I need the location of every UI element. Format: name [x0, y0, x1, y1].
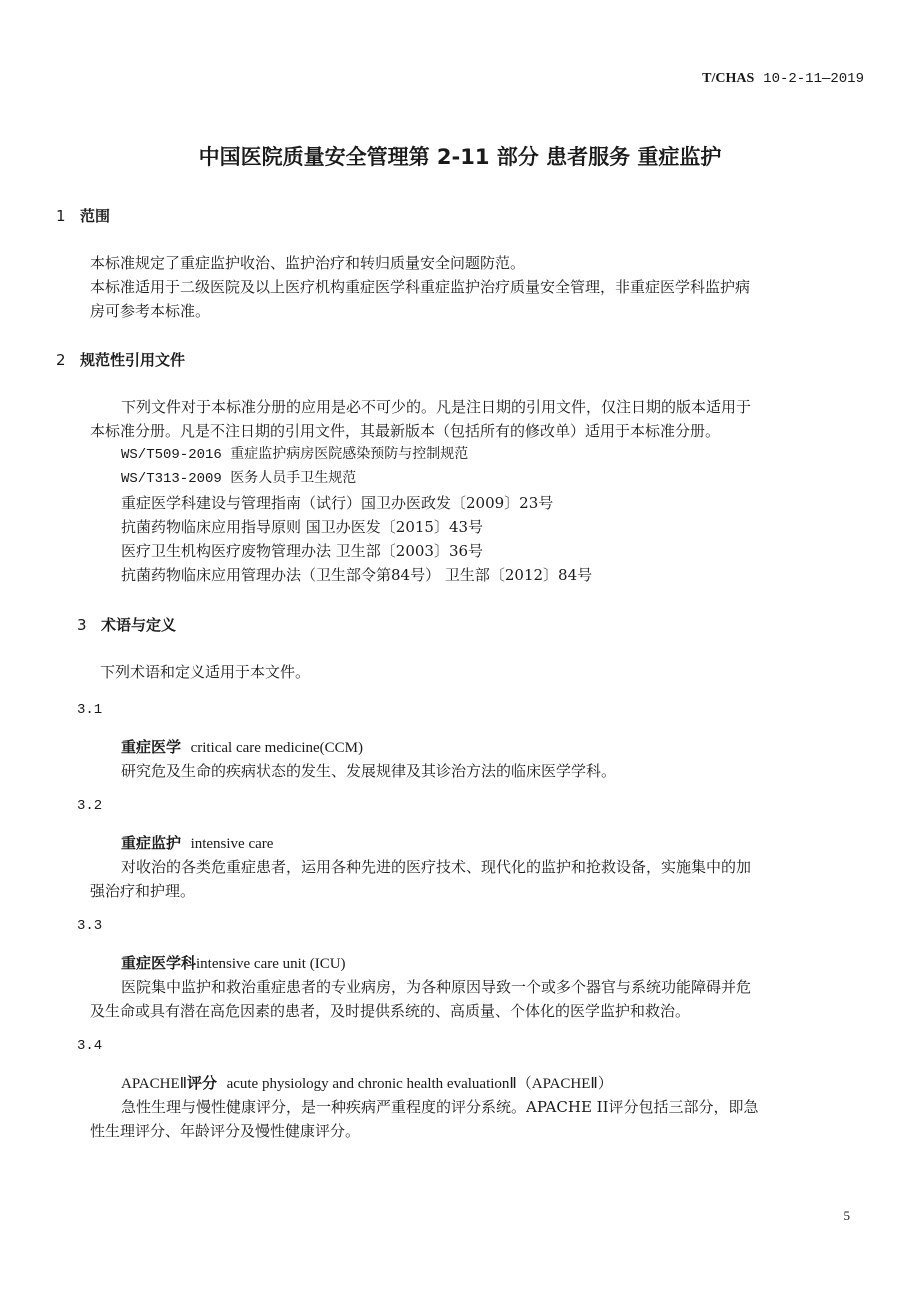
standard-prefix: T/CHAS — [702, 71, 755, 86]
clause-number: 3.4 — [77, 1038, 103, 1054]
document-title: 中国医院质量安全管理第 2-11 部分 患者服务 重症监护 — [198, 145, 722, 169]
term-cn: 重症医学科 — [121, 954, 197, 972]
clause-number: 3.1 — [77, 702, 103, 718]
reference-item: 医疗卫生机构医疗废物管理办法 卫生部〔2003〕36号 — [121, 542, 484, 560]
term-definition: 及生命或具有潜在高危因素的患者，及时提供系统的、高质量、个体化的医学监护和救治。 — [90, 1002, 691, 1020]
standard-number — [702, 70, 864, 87]
term-entry — [121, 952, 346, 975]
term-definition: 对收治的各类危重症患者，运用各种先进的医疗技术、现代化的监护和抢救设备，实施集中的加 — [121, 858, 752, 876]
section-title: 范围 — [80, 207, 111, 225]
section-number: 1 — [56, 207, 66, 225]
term-definition: 医院集中监护和救治重症患者的专业病房，为各种原因导致一个或多个器官与系统功能障碍并危 — [121, 978, 752, 996]
term-en: intensive care unit (ICU) — [196, 956, 346, 972]
standard-code: 10-2-11—2019 — [763, 71, 864, 87]
section-number: 2 — [56, 351, 66, 369]
page-number: 5 — [843, 1208, 850, 1223]
term-definition: 急性生理与慢性健康评分，是一种疾病严重程度的评分系统。APACHE II评分包括三部分，即急 — [121, 1098, 759, 1116]
term-en: intensive care — [190, 836, 274, 852]
term-entry — [121, 832, 273, 855]
clause-number: 3.2 — [77, 798, 103, 814]
paragraph: 下列文件对于本标准分册的应用是必不可少的。凡是注日期的引用文件，仅注日期的版本适用于 — [121, 398, 752, 416]
term-cn: 评分 — [187, 1074, 218, 1092]
term-en: critical care medicine(CCM) — [190, 740, 363, 756]
term-cn: 重症监护 — [121, 834, 182, 852]
section-3-heading — [77, 614, 176, 635]
term-definition: 强治疗和护理。 — [90, 882, 196, 900]
paragraph: 房可参考本标准。 — [90, 302, 211, 320]
term-prefix: APACHEⅡ — [121, 1076, 188, 1092]
paragraph: 本标准规定了重症监护收治、监护治疗和转归质量安全问题防范。 — [90, 254, 526, 272]
reference-item: WS/T509-2016 重症监护病房医院感染预防与控制规范 — [121, 447, 469, 463]
term-en: acute physiology and chronic health evaluationⅡ（APACHEⅡ） — [226, 1076, 613, 1092]
section-title: 术语与定义 — [101, 616, 177, 634]
section-title: 规范性引用文件 — [80, 351, 186, 369]
reference-item: 重症医学科建设与管理指南（试行）国卫办医政发〔2009〕23号 — [121, 494, 554, 512]
paragraph: 下列术语和定义适用于本文件。 — [100, 663, 311, 681]
term-entry — [121, 736, 363, 759]
section-1-heading — [56, 205, 110, 226]
clause-number: 3.3 — [77, 918, 103, 934]
paragraph: 本标准适用于二级医院及以上医疗机构重症医学科重症监护治疗质量安全管理，非重症医学科监护病 — [90, 278, 751, 296]
reference-item: 抗菌药物临床应用指导原则 国卫办医发〔2015〕43号 — [121, 518, 484, 536]
reference-item: 抗菌药物临床应用管理办法（卫生部令第84号） 卫生部〔2012〕84号 — [121, 566, 593, 584]
term-entry — [121, 1072, 613, 1095]
section-number: 3 — [77, 616, 87, 634]
term-definition: 研究危及生命的疾病状态的发生、发展规律及其诊治方法的临床医学学科。 — [121, 762, 617, 780]
term-definition: 性生理评分、年龄评分及慢性健康评分。 — [90, 1122, 361, 1140]
term-cn: 重症医学 — [121, 738, 182, 756]
paragraph: 本标准分册。凡是不注日期的引用文件，其最新版本（包括所有的修改单）适用于本标准分册。 — [90, 422, 721, 440]
reference-item: WS/T313-2009 医务人员手卫生规范 — [121, 471, 357, 487]
section-2-heading — [56, 349, 185, 370]
